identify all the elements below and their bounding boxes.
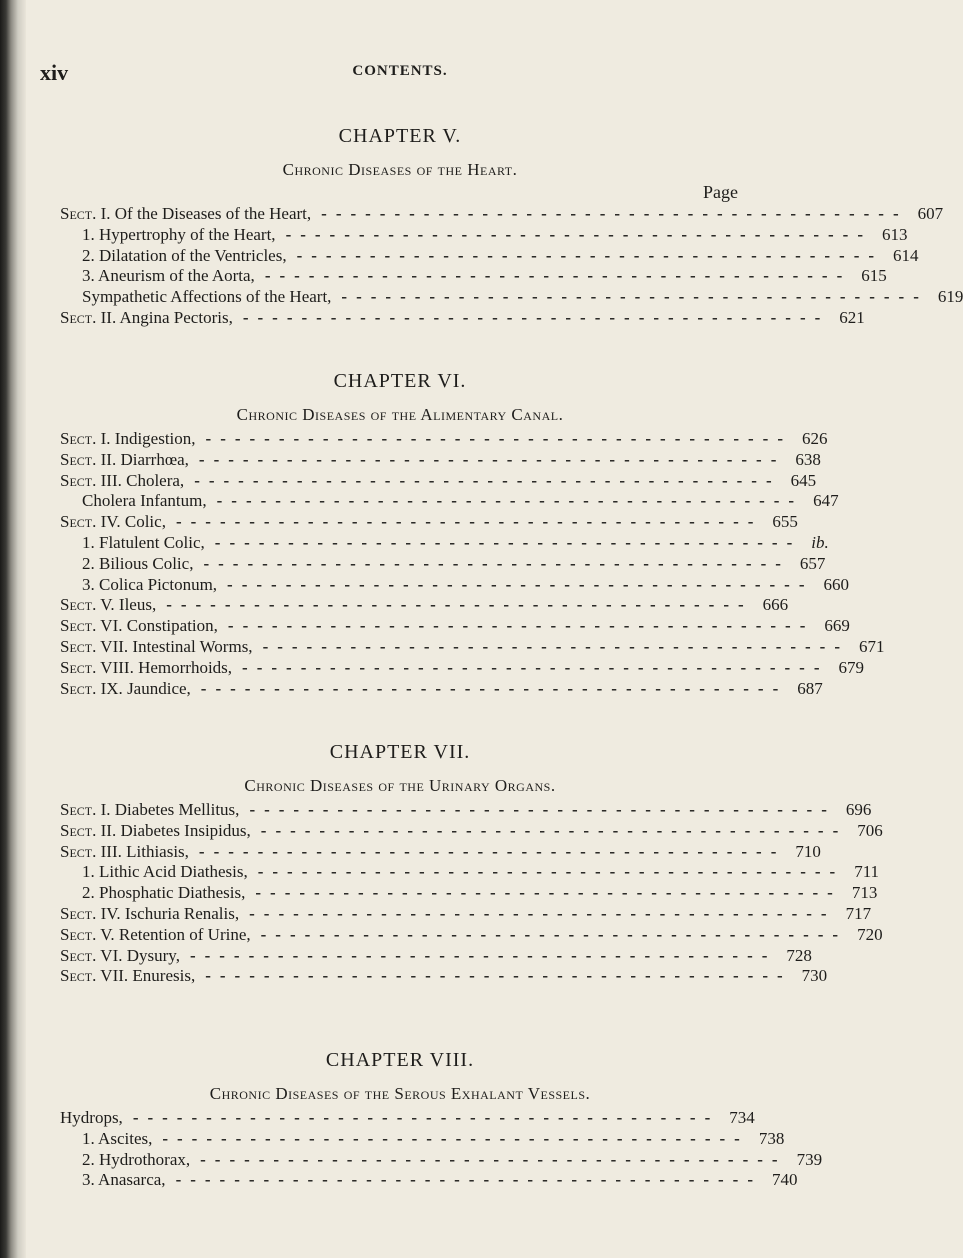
toc-entry-label <box>60 862 248 883</box>
section-number: Sect. IV. <box>60 512 121 532</box>
toc-entry <box>60 224 908 246</box>
entry-title: Diabetes Mellitus, <box>114 800 240 819</box>
page-number: 728 <box>786 945 812 965</box>
page-number: 645 <box>790 470 817 490</box>
toc-entry-label <box>60 904 239 925</box>
dot-leader: ---------------------------------------- <box>227 574 814 594</box>
dot-leader: ---------------------------------------- <box>198 841 786 861</box>
entry-title: 3. Colica Pictonum, <box>82 574 218 594</box>
page-number: 706 <box>857 820 883 840</box>
page-number: 717 <box>845 903 872 923</box>
entry-title: Of the Diseases of the Heart, <box>114 204 312 223</box>
toc-entry-label <box>60 512 166 533</box>
dot-leader: ---------------------------------------- <box>296 245 884 265</box>
dot-leader: ---------------------------------------- <box>255 883 842 903</box>
section-number: Sect. III. <box>60 841 122 861</box>
toc-entry-label <box>60 204 311 225</box>
toc-entry <box>60 553 826 575</box>
dot-leader: ---------------------------------------- <box>227 616 815 636</box>
toc-entry <box>60 245 919 267</box>
dot-leader: ---------------------------------------- <box>175 1170 763 1190</box>
section-number: Sect. VIII. <box>60 657 134 677</box>
page-number: 638 <box>795 449 821 469</box>
toc-entry <box>60 574 849 596</box>
toc-entry-label <box>60 821 251 842</box>
page-number: 657 <box>799 553 826 573</box>
toc-entry-label <box>60 1108 123 1129</box>
toc-entry <box>60 491 839 512</box>
dot-leader: ---------------------------------------- <box>205 966 792 986</box>
dot-leader: ---------------------------------------- <box>341 287 928 307</box>
page-number: 614 <box>893 245 919 265</box>
toc-entry-list <box>60 429 885 699</box>
entry-title: Hemorrhoids, <box>138 657 233 677</box>
page-number: 679 <box>838 657 864 677</box>
toc-entry-label <box>60 429 196 450</box>
section-number: Sect. I. <box>60 800 111 819</box>
chapter-subtitle: Chronic Diseases of the Alimentary Canal. <box>236 405 564 424</box>
toc-entry <box>60 1108 755 1129</box>
toc-entry-label <box>60 966 195 987</box>
chapter-title: CHAPTER V. <box>338 125 462 147</box>
page-number: 613 <box>882 224 908 244</box>
toc-entry <box>60 883 878 904</box>
dot-leader: ---------------------------------------- <box>249 800 836 819</box>
chapter-subtitle: Chronic Diseases of the Heart. <box>282 160 518 179</box>
toc-entry-label <box>60 575 217 596</box>
entry-title: Jaundice, <box>127 678 191 698</box>
toc-entry <box>60 657 864 679</box>
entry-title: 1. Flatulent Colic, <box>82 532 205 552</box>
page-number: ib. <box>811 532 829 552</box>
section-number: Sect. II. <box>60 449 117 469</box>
entry-title: 3. Anasarca, <box>82 1170 166 1190</box>
section-number: Sect. VII. <box>60 636 129 656</box>
page-number: 671 <box>859 636 885 656</box>
page-number: 666 <box>762 595 789 615</box>
dot-leader: ---------------------------------------- <box>216 491 804 511</box>
entry-title: Angina Pectoris, <box>119 307 233 327</box>
toc-entry-label <box>60 1129 152 1150</box>
toc-entry-label <box>60 800 239 821</box>
dot-leader: ---------------------------------------- <box>260 924 848 944</box>
page-number: 619 <box>937 287 963 307</box>
toc-entry <box>60 945 812 967</box>
toc-entry-label <box>60 287 331 308</box>
section-number: Sect. I. <box>60 204 111 223</box>
page-column-label: Page <box>703 182 738 202</box>
chapter-subtitle: Chronic Diseases of the Serous Exhalant Vessels. <box>209 1084 591 1103</box>
page-number: 738 <box>758 1128 785 1148</box>
section-number: Sect. III. <box>60 470 122 490</box>
page-number: 696 <box>845 800 872 819</box>
toc-entry <box>60 266 887 287</box>
toc-entry <box>60 966 828 987</box>
toc-entry <box>60 678 823 700</box>
entry-title: Constipation, <box>126 616 218 636</box>
toc-entry <box>60 449 821 471</box>
toc-entry <box>60 862 880 883</box>
page-number: 607 <box>917 204 944 223</box>
page-number: 710 <box>795 841 821 861</box>
toc-entry-label <box>60 450 189 471</box>
toc-entry <box>60 903 872 925</box>
chapter-title: CHAPTER VII. <box>329 741 471 763</box>
entry-title: Retention of Urine, <box>118 924 251 944</box>
page-number: 730 <box>801 966 828 986</box>
section-number: Sect. I. <box>60 429 111 448</box>
dot-leader: ---------------------------------------- <box>200 678 788 698</box>
toc-entry <box>60 1170 798 1191</box>
toc-entry <box>60 204 944 225</box>
toc-entry <box>60 532 829 554</box>
toc-entry <box>60 287 963 308</box>
dot-leader: ---------------------------------------- <box>321 204 908 223</box>
page-number: 621 <box>839 307 865 327</box>
entry-title: Lithiasis, <box>126 841 189 861</box>
toc-entry-label <box>60 554 193 575</box>
page-number: 615 <box>861 266 887 286</box>
entry-title: Cholera, <box>126 470 185 490</box>
dot-leader: ---------------------------------------- <box>200 1149 787 1169</box>
page-number: 669 <box>824 616 850 636</box>
toc-entry <box>60 616 850 637</box>
page-number: 720 <box>857 924 883 944</box>
page-number: 647 <box>813 491 839 511</box>
toc-entry-label <box>60 471 184 492</box>
dot-leader: ---------------------------------------- <box>194 470 781 490</box>
entry-title: Colic, <box>124 512 166 532</box>
toc-entry-label <box>60 946 180 967</box>
dot-leader: ---------------------------------------- <box>242 657 829 677</box>
toc-entry-label <box>60 842 189 863</box>
toc-entry-label <box>60 491 207 512</box>
chapter-title: CHAPTER VIII. <box>325 1049 475 1071</box>
entry-title: 1. Hypertrophy of the Heart, <box>82 224 276 244</box>
dot-leader: ---------------------------------------- <box>242 307 830 327</box>
toc-entry-label <box>60 595 156 616</box>
section-number: Sect. II. <box>60 307 117 327</box>
running-head-title: CONTENTS. <box>352 63 448 79</box>
toc-entry-label <box>60 925 251 946</box>
section-number: Sect. VII. <box>60 966 129 986</box>
chapter-subtitle: Chronic Diseases of the Urinary Organs. <box>244 776 556 795</box>
dot-leader: ---------------------------------------- <box>205 429 792 448</box>
toc-entry <box>60 595 789 616</box>
dot-leader: ---------------------------------------- <box>203 553 790 573</box>
entry-title: Enuresis, <box>132 966 196 986</box>
dot-leader: ---------------------------------------- <box>214 532 802 552</box>
page-number: 740 <box>772 1170 798 1190</box>
entry-title: Indigestion, <box>114 429 196 448</box>
section-number: Sect. V. <box>60 595 115 615</box>
toc-entry <box>60 1149 823 1171</box>
dot-leader: ---------------------------------------- <box>264 266 852 286</box>
toc-entry <box>60 841 821 863</box>
section-number: Sect. VI. <box>60 945 123 965</box>
page-number: 655 <box>772 512 798 532</box>
section-number: Sect. VI. <box>60 616 123 636</box>
toc-entry-label <box>60 637 253 658</box>
toc-entry-label <box>60 308 233 329</box>
entry-title: 2. Hydrothorax, <box>82 1149 191 1169</box>
toc-entry-label <box>60 616 218 637</box>
entry-title: 1. Lithic Acid Diathesis, <box>82 862 248 882</box>
dot-leader: ---------------------------------------- <box>175 512 763 532</box>
entry-title: Cholera Infantum, <box>82 491 207 511</box>
chapter-5 <box>60 122 963 329</box>
running-head <box>40 60 760 84</box>
toc-entry-label <box>60 658 232 679</box>
toc-entry-list <box>60 204 963 329</box>
toc-entry <box>60 470 817 492</box>
toc-entry <box>60 820 883 842</box>
page-number: 734 <box>729 1108 755 1127</box>
dot-leader: ---------------------------------------- <box>162 1128 749 1148</box>
chapter-6 <box>60 367 885 699</box>
toc-entry-label <box>60 225 276 246</box>
entry-title: 2. Bilious Colic, <box>82 553 194 573</box>
dot-leader: ---------------------------------------- <box>166 595 753 615</box>
toc-entry <box>60 1128 785 1150</box>
toc-entry-list <box>60 800 883 987</box>
dot-leader: ---------------------------------------- <box>262 636 850 656</box>
toc-entry-label <box>60 266 255 287</box>
chapter-title: CHAPTER VI. <box>333 370 467 392</box>
section-number: Sect. IX. <box>60 678 123 698</box>
entry-title: Ischuria Renalis, <box>124 903 240 923</box>
entry-title: Intestinal Worms, <box>132 636 253 656</box>
entry-title: Hydrops, <box>60 1108 123 1127</box>
dot-leader: ---------------------------------------- <box>198 449 786 469</box>
entry-title: 1. Ascites, <box>82 1128 153 1148</box>
page-number: 713 <box>851 883 878 903</box>
section-number: Sect. II. <box>60 820 117 840</box>
entry-title: 3. Aneurism of the Aorta, <box>82 266 255 286</box>
section-number: Sect. IV. <box>60 903 121 923</box>
chapter-8 <box>60 1046 823 1191</box>
toc-entry-label <box>60 883 245 904</box>
page-folio: xiv <box>40 60 69 85</box>
entry-title: Sympathetic Affections of the Heart, <box>82 287 332 307</box>
dot-leader: ---------------------------------------- <box>257 862 845 882</box>
entry-title: Diabetes Insipidus, <box>120 820 251 840</box>
page-number: 660 <box>823 574 849 594</box>
chapter-7 <box>60 738 883 987</box>
dot-leader: ---------------------------------------- <box>189 945 777 965</box>
page-number: 739 <box>796 1149 823 1169</box>
toc-entry-label <box>60 533 205 554</box>
dot-leader: ---------------------------------------- <box>132 1108 720 1127</box>
dot-leader: ---------------------------------------- <box>260 820 848 840</box>
toc-entry-list <box>60 1108 823 1191</box>
entry-title: 2. Dilatation of the Ventricles, <box>82 245 287 265</box>
toc-entry <box>60 924 883 946</box>
toc-entry-label <box>60 1170 166 1191</box>
entry-title: 2. Phosphatic Diathesis, <box>82 883 246 903</box>
toc-entry-label <box>60 679 191 700</box>
section-number: Sect. V. <box>60 924 115 944</box>
toc-entry <box>60 800 872 821</box>
page-number: 711 <box>854 862 880 882</box>
toc-entry-label <box>60 1150 190 1171</box>
toc-entry <box>60 636 885 658</box>
page-number: 687 <box>797 678 823 698</box>
entry-title: Diarrhœa, <box>120 449 189 469</box>
entry-title: Dysury, <box>126 945 180 965</box>
page-number: 626 <box>801 429 828 448</box>
toc-entry <box>60 429 828 450</box>
toc-entry <box>60 512 798 533</box>
entry-title: Ileus, <box>118 595 157 615</box>
dot-leader: ---------------------------------------- <box>285 224 873 244</box>
toc-entry-label <box>60 246 287 267</box>
toc-entry <box>60 307 865 329</box>
book-binding-edge <box>0 0 26 1258</box>
dot-leader: ---------------------------------------- <box>249 903 836 923</box>
